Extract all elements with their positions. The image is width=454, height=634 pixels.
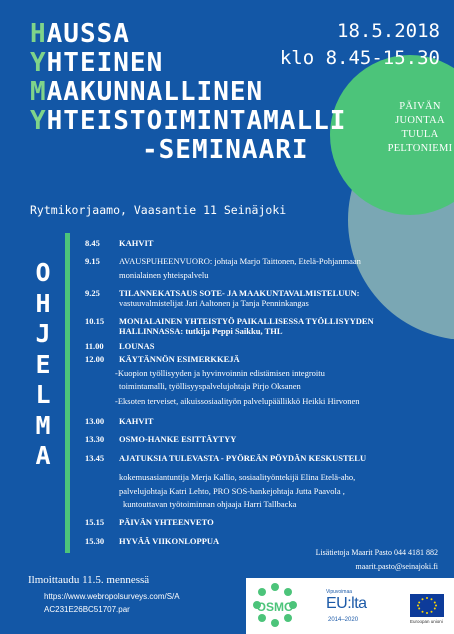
registration-link[interactable] (44, 590, 180, 616)
schedule-title: HYVÄÄ VIIKONLOPPUA (119, 536, 220, 546)
host-line: JUONTAA (395, 115, 445, 126)
schedule-time: 15.30 (85, 536, 105, 546)
contact-info (316, 546, 438, 574)
osmo-logo-text: OSMO (256, 600, 294, 614)
title-last-line: -SEMINAARI (142, 135, 309, 165)
title-word: AAKUNNALLINEN (46, 77, 264, 107)
event-time: klo 8.45-15.30 (279, 47, 440, 69)
title-initial: Y (30, 106, 47, 136)
program-letter: L (35, 380, 51, 409)
schedule-title: KÄYTÄNNÖN ESIMERKKEJÄ (119, 354, 240, 364)
schedule-time: 9.25 (85, 288, 100, 298)
schedule-title: KAHVIT (119, 238, 154, 248)
schedule-time: 15.15 (85, 517, 105, 527)
title-initial: Y (30, 48, 47, 78)
title-line (30, 107, 346, 136)
schedule-title: TILANNEKATSAUS SOTE- JA MAAKUNTAVALMISTELUUN: (119, 288, 360, 298)
schedule-detail: HALLINNASSA: tutkija Peppi Saikku, THL (119, 326, 283, 336)
eu-logo-tagline: Vipuvoimaa (326, 589, 353, 595)
host-text (370, 100, 454, 156)
program-divider (65, 233, 70, 553)
contact-email[interactable]: maarit.pasto@seinajoki.fi (355, 562, 438, 571)
schedule-title: OSMO-HANKE ESITTÄYTYY (119, 434, 237, 444)
schedule-time: 10.15 (85, 316, 105, 326)
schedule-detail: toimintamalli, työllisyyspalvelujohtaja Pirjo Oksanen (119, 381, 301, 391)
title-line (30, 78, 346, 107)
event-venue: Rytmikorjaamo, Vaasantie 11 Seinäjoki (30, 203, 287, 217)
host-line: PÄIVÄN (399, 101, 441, 112)
schedule-detail: -Eksoten terveiset, aikuissosiaalityön palvelupäällikkö Heikki Hirvonen (115, 396, 360, 406)
schedule-detail: vastuuvalmistelijat Jari Aaltonen ja Tanja Penninkangas (119, 298, 309, 308)
title-initial: M (30, 77, 47, 107)
program-letter: E (35, 349, 51, 379)
title-word: HTEINEN (46, 48, 164, 78)
program-letter: M (35, 410, 51, 440)
host-line: TUULA (401, 129, 439, 140)
program-letter: H (35, 288, 51, 318)
schedule-title: LOUNAS (119, 341, 155, 351)
event-date: 18.5.2018 (337, 20, 440, 42)
program-letter: O (35, 258, 51, 287)
program-label (32, 258, 54, 472)
schedule-detail: palvelujohtaja Katri Lehto, PRO SOS-hankejohtaja Jutta Paavola , (119, 486, 345, 496)
event-datetime (280, 18, 440, 72)
eu-logo-text: EU:lta (326, 595, 367, 612)
schedule-time: 12.00 (85, 354, 105, 364)
contact-person: Lisätietoja Maarit Pasto 044 4181 882 (315, 548, 438, 557)
title-initial: H (30, 19, 47, 49)
program-letter: J (35, 319, 51, 348)
eu-flag-icon (410, 594, 444, 617)
schedule-time: 13.00 (85, 416, 105, 426)
schedule-detail: kokemusasiantuntija Merja Kallio, sosiaalityöntekijä Elina Etelä-aho, (119, 472, 356, 482)
schedule-detail: -Kuopion työllisyyden ja hyvinvoinnin edistämisen integroitu (115, 368, 325, 378)
registration-deadline: Ilmoittaudu 11.5. mennessä (28, 574, 150, 586)
eu-logo-years: 2014–2020 (328, 617, 359, 623)
title-word: AUSSA (46, 19, 130, 49)
schedule-detail: monialainen yhteispalvelu (119, 270, 209, 280)
schedule-title: AJATUKSIA TULEVASTA - PYÖREÄN PÖYDÄN KESKUSTELU (119, 453, 367, 463)
registration-link-line[interactable]: AC231E26BC51707.par (44, 605, 130, 614)
schedule-time: 13.45 (85, 453, 105, 463)
logo-strip (246, 578, 454, 634)
schedule-title: KAHVIT (119, 416, 154, 426)
host-line: PELTONIEMI (387, 143, 453, 154)
schedule-title: AVAUSPUHEENVUORO: johtaja Marjo Taittonen, Etelä-Pohjanmaan (119, 256, 361, 266)
schedule-detail: kuntouttavan työtoiminnan ohjaaja Harri Tallbacka (123, 499, 297, 509)
schedule-title: PÄIVÄN YHTEENVETO (119, 517, 214, 527)
schedule-time: 13.30 (85, 434, 105, 444)
registration-link-line[interactable]: https://www.webropolsurveys.com/S/A (44, 592, 180, 601)
schedule-time: 9.15 (85, 256, 100, 266)
eu-flag-caption: Euroopan unioni (410, 619, 443, 624)
program-letter: A (35, 441, 51, 470)
schedule-title: MONIALAINEN YHTEISTYÖ PAIKALLISESSA TYÖLLISYYDEN (119, 316, 374, 326)
title-word: HTEISTOIMINTAMALLI (46, 106, 347, 136)
schedule-time: 8.45 (85, 238, 100, 248)
schedule-time: 11.00 (85, 341, 104, 351)
